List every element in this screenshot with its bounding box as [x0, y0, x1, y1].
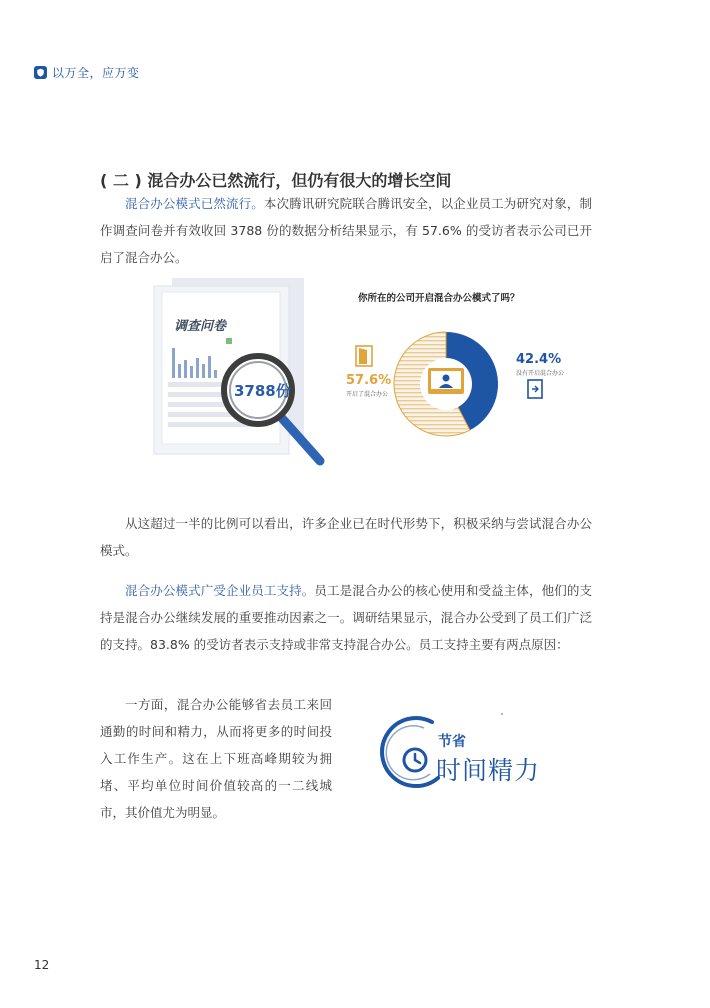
- label-opened: 开启了混合办公: [346, 391, 389, 398]
- paragraph-2: 从这超过一半的比例可以看出，许多企业已在时代形势下，积极采纳与尝试混合办公模式。: [100, 516, 592, 558]
- questionnaire-illustration: [150, 278, 330, 468]
- shield-icon: [34, 66, 47, 79]
- running-header: [34, 64, 140, 81]
- chart-title: 你所在的公司开启混合办公模式了吗？: [358, 293, 520, 304]
- pct-opened: 57.6%: [346, 373, 392, 388]
- paragraph-3-lead: 混合办公模式广受企业员工支持。: [125, 583, 315, 598]
- paragraph-1-body: 本次腾讯研究院联合腾讯安全，以企业员工为研究对象，制作调查问卷并有效收回 3788 份的数据分析结果显示，有 57.6% 的受访者表示公司已开启了混合办公。: [100, 196, 592, 265]
- paragraph-3: [100, 577, 592, 658]
- paragraph-1: [100, 190, 592, 271]
- door-closed-icon: [528, 380, 542, 398]
- badge-big-text: 时间精力: [436, 756, 541, 785]
- donut-chart: [336, 284, 596, 454]
- door-open-icon: [356, 346, 372, 366]
- paragraph-3-body: 员工是混合办公的核心使用和受益主体，他们的支持是混合办公继续发展的重要推动因素之一。调研结果显示，混合办公受到了员工们广泛的支持。83.8% 的受访者表示支持或非常支持混合办公。员工支持主要有两点原因：: [100, 583, 592, 652]
- header-title: 以万全，应万变: [52, 66, 140, 80]
- badge-small-text: 节省: [438, 734, 466, 750]
- questionnaire-title: 调查问卷: [174, 319, 227, 334]
- page-number: 12: [34, 958, 50, 972]
- paragraph-1-lead: 混合办公模式已然流行。: [125, 196, 264, 211]
- paragraph-4: 一方面，混合办公能够省去员工来回通勤的时间和精力，从而将更多的时间投入工作生产。这在上下班高峰期较为拥堵、平均单位时间价值较高的一二线城市，其价值尤为明显。: [100, 697, 332, 820]
- section-title: ( 二 ) 混合办公已然流行，但仍有很大的增长空间: [100, 171, 452, 190]
- pct-not-opened: 42.4%: [516, 352, 562, 367]
- label-not-opened: 没有开启混合办公: [516, 370, 565, 377]
- presenter-icon: [428, 368, 464, 394]
- response-count: 3788份: [234, 382, 291, 400]
